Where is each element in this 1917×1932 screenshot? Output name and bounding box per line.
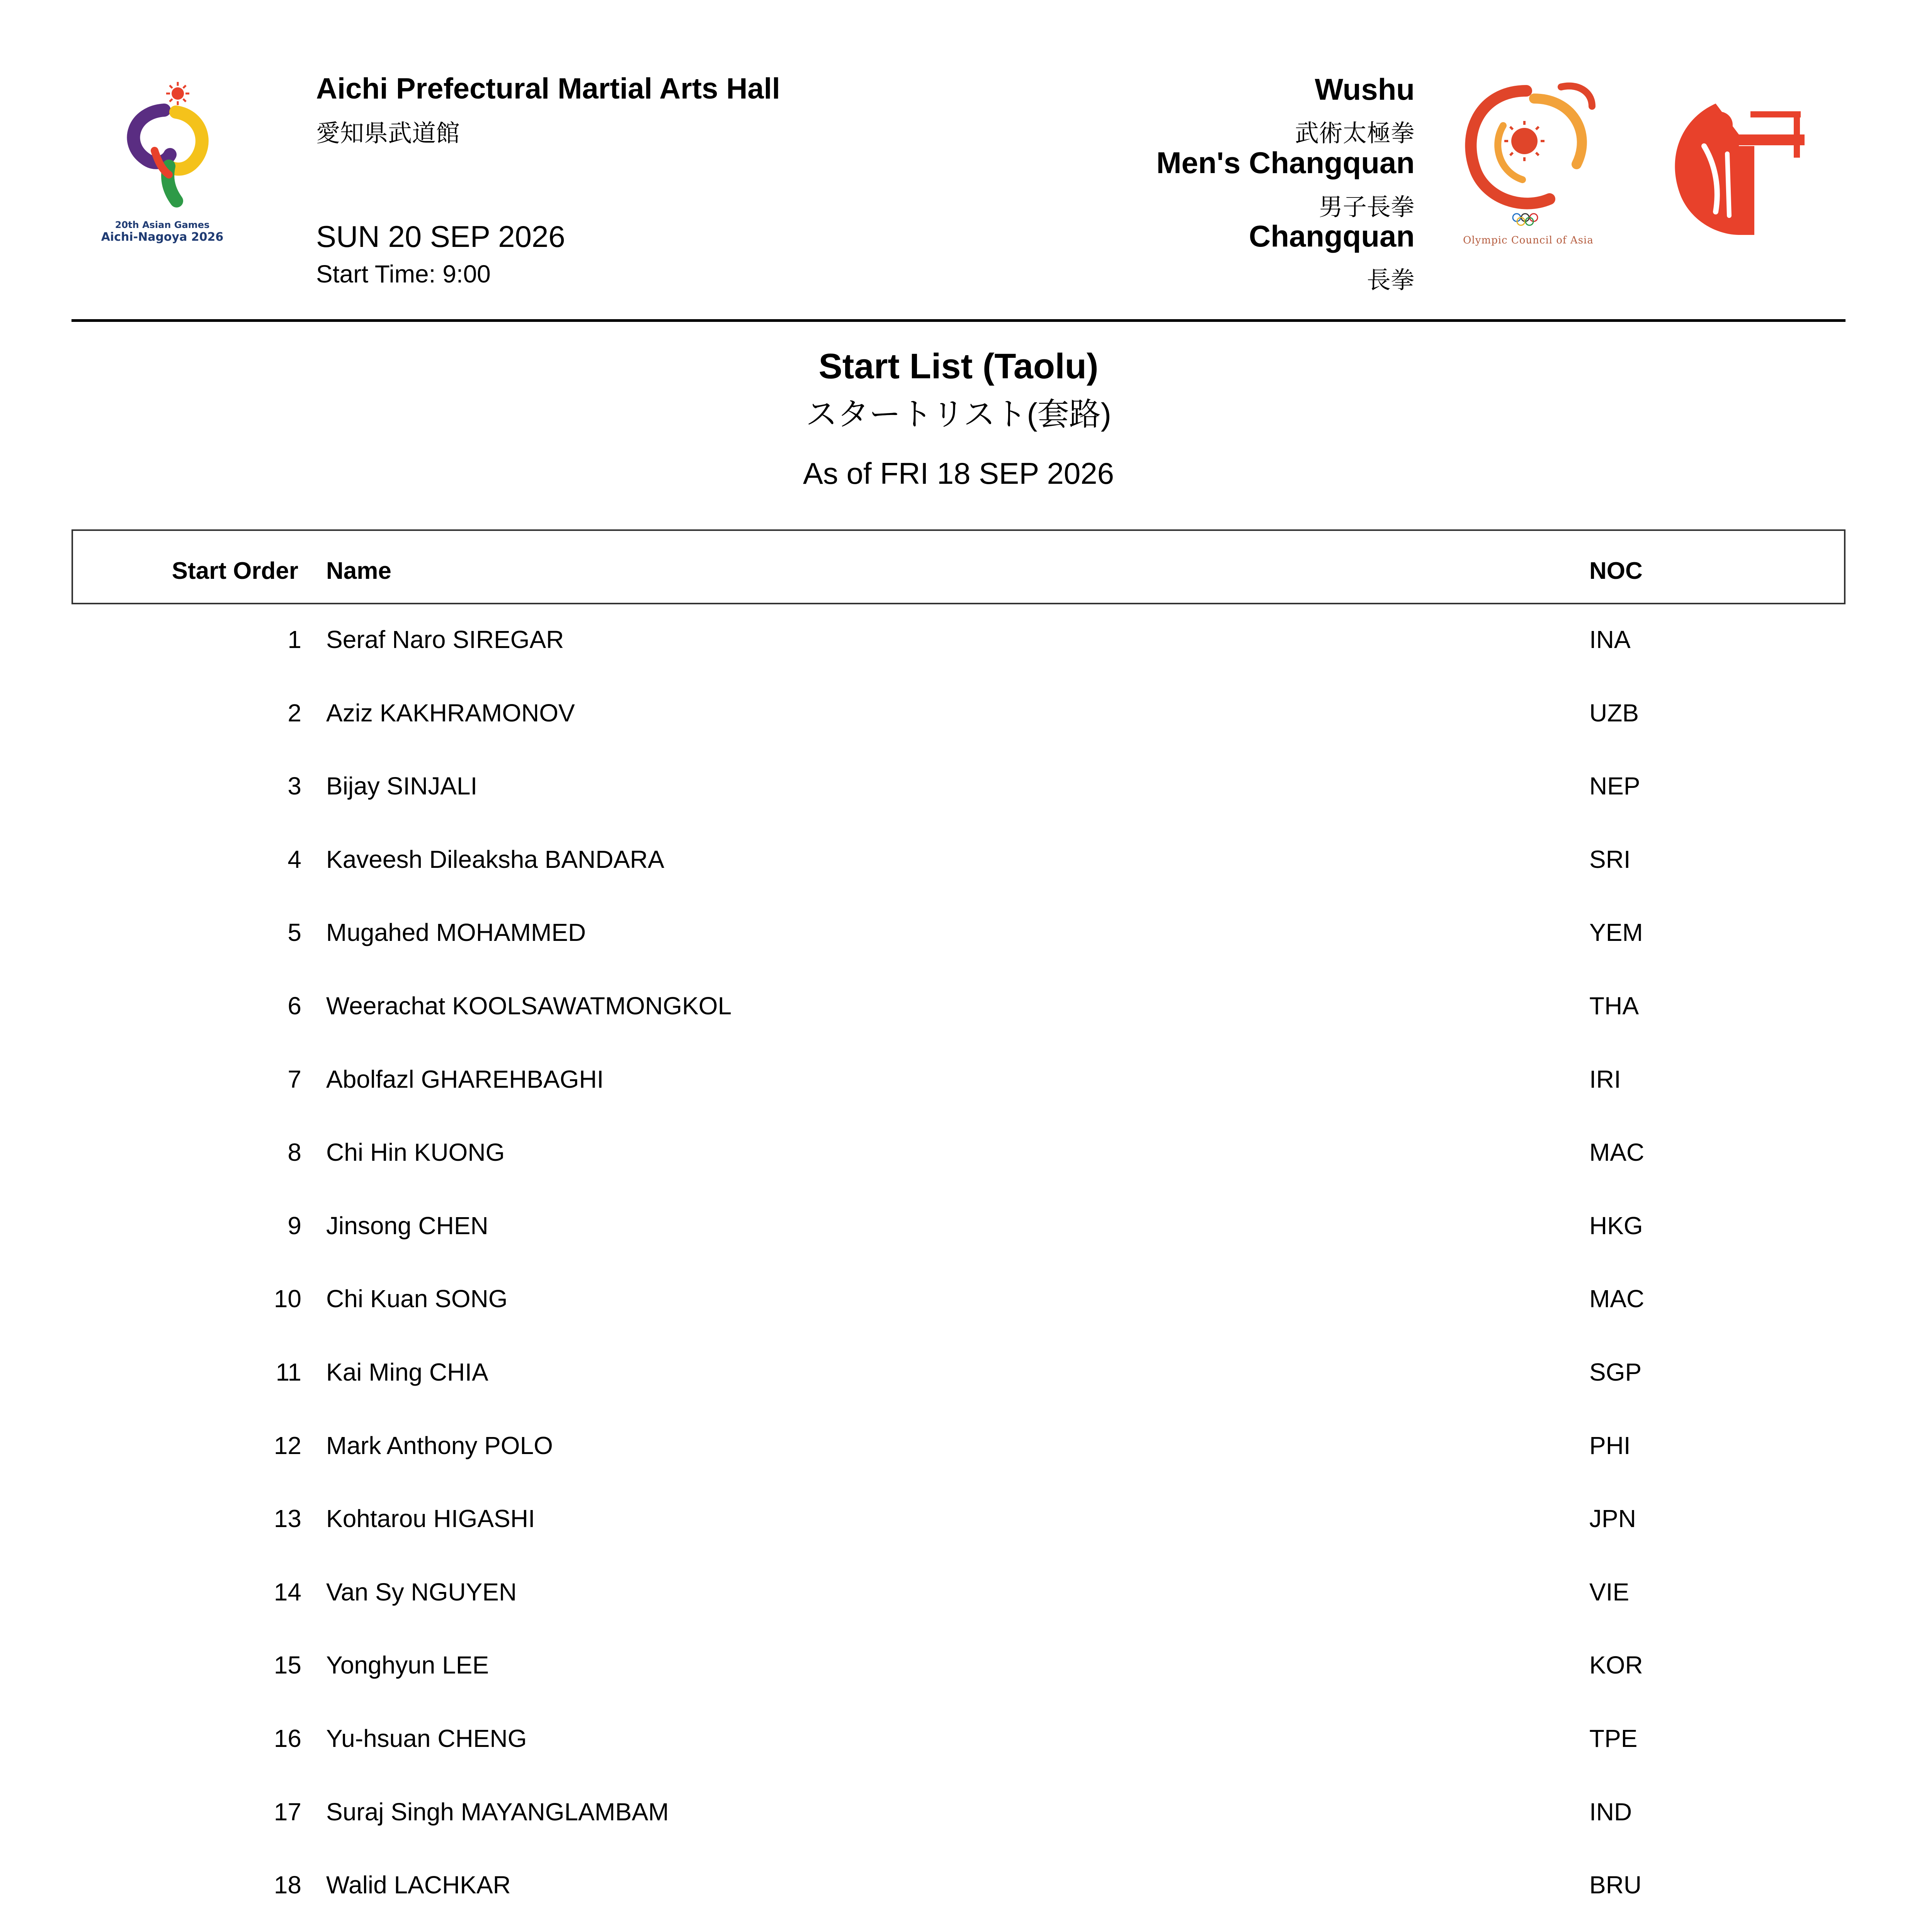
table-row <box>71 1263 1846 1336</box>
start-order-cell: 18 <box>274 1871 301 1899</box>
athlete-name-cell: Jinsong CHEN <box>326 1211 488 1240</box>
noc-cell: BRU <box>1589 1871 1642 1899</box>
athlete-name-cell: Van Sy NGUYEN <box>326 1578 517 1606</box>
start-order-cell: 15 <box>274 1651 301 1679</box>
start-order-cell: 7 <box>287 1065 301 1093</box>
table-row <box>71 1922 1846 1932</box>
table-row <box>71 1410 1846 1483</box>
athlete-name-cell: Yu-hsuan CHENG <box>326 1724 527 1752</box>
table-row <box>71 1483 1846 1556</box>
noc-cell: SRI <box>1589 845 1631 873</box>
start-order-cell: 10 <box>274 1285 301 1313</box>
table-row <box>71 1776 1846 1849</box>
start-order-cell: 4 <box>287 845 301 873</box>
noc-cell: VIE <box>1589 1578 1630 1606</box>
athlete-name-cell: Walid LACHKAR <box>326 1871 511 1899</box>
athlete-name-cell: Kai Ming CHIA <box>326 1358 488 1386</box>
table-row <box>71 1336 1846 1410</box>
start-order-cell: 16 <box>274 1724 301 1752</box>
noc-cell: YEM <box>1589 918 1643 947</box>
table-row <box>71 896 1846 970</box>
athlete-name-cell: Mark Anthony POLO <box>326 1431 553 1459</box>
table-row <box>71 1043 1846 1117</box>
asian-games-logo <box>87 73 238 255</box>
table-row <box>71 823 1846 897</box>
start-order-cell: 8 <box>287 1138 301 1167</box>
athlete-name-cell: Kaveesh Dileaksha BANDARA <box>326 845 665 873</box>
noc-cell: PHI <box>1589 1431 1631 1459</box>
noc-cell: IND <box>1589 1798 1632 1826</box>
start-time: Start Time: 9:00 <box>316 260 491 288</box>
games-logo-caption-1: 20th Asian Games <box>115 219 210 230</box>
event-name-jp: 男子長拳 <box>1318 194 1415 221</box>
start-order-cell: 5 <box>287 918 301 947</box>
noc-cell: KOR <box>1589 1651 1643 1679</box>
athlete-name-cell: Seraf Naro SIREGAR <box>326 626 564 653</box>
table-row <box>71 1190 1846 1263</box>
noc-cell: JPN <box>1589 1505 1636 1533</box>
start-order-cell: 1 <box>287 626 301 653</box>
header-start-order: Start Order <box>172 558 298 584</box>
document-title: Start List (Taolu) <box>818 347 1099 386</box>
sport-name: Wushu <box>1315 72 1415 106</box>
noc-cell: IRI <box>1589 1065 1621 1093</box>
athlete-name-cell: Chi Hin KUONG <box>326 1138 505 1167</box>
start-order-cell: 13 <box>274 1505 301 1533</box>
table-row <box>71 1556 1846 1629</box>
table-row <box>71 1629 1846 1702</box>
phase-name-jp: 長拳 <box>1366 267 1415 294</box>
start-order-cell: 9 <box>287 1211 301 1240</box>
table-row <box>71 1702 1846 1776</box>
header-noc: NOC <box>1589 558 1643 584</box>
athlete-name-cell: Kohtarou HIGASHI <box>326 1505 535 1533</box>
noc-cell: THA <box>1589 992 1639 1020</box>
table-row <box>71 970 1846 1043</box>
athlete-name-cell: Chi Kuan SONG <box>326 1285 508 1313</box>
start-order-cell: 6 <box>287 992 301 1020</box>
sport-name-jp: 武術太極拳 <box>1294 120 1415 147</box>
athlete-name-cell: Bijay SINJALI <box>326 772 478 800</box>
venue-name: Aichi Prefectural Martial Arts Hall <box>316 72 780 105</box>
oca-dragon-icon <box>1445 75 1611 230</box>
start-order-cell: 14 <box>274 1578 301 1606</box>
noc-cell: MAC <box>1589 1138 1645 1167</box>
start-order-cell: 11 <box>276 1358 301 1386</box>
event-name: Men's Changquan <box>1156 146 1415 180</box>
athlete-name-cell: Weerachat KOOLSAWATMONGKOL <box>326 992 732 1020</box>
start-order-cell: 17 <box>274 1798 301 1826</box>
start-order-cell: 3 <box>287 772 301 800</box>
athlete-name-cell: Aziz KAKHRAMONOV <box>326 699 575 727</box>
table-row <box>71 1116 1846 1190</box>
table-row <box>71 1849 1846 1922</box>
header-name: Name <box>326 558 391 584</box>
athlete-name-cell: Yonghyun LEE <box>326 1651 489 1679</box>
noc-cell: MAC <box>1589 1285 1645 1313</box>
start-list-table <box>71 604 1846 1932</box>
as-of-date: As of FRI 18 SEP 2026 <box>803 456 1114 490</box>
oca-caption: Olympic Council of Asia <box>1463 235 1594 246</box>
athlete-name-cell: Abolfazl GHAREHBAGHI <box>326 1065 604 1093</box>
start-order-cell: 2 <box>287 699 301 727</box>
noc-cell: HKG <box>1589 1211 1643 1240</box>
table-header <box>71 529 1846 604</box>
games-logo-caption-2: Aichi-Nagoya 2026 <box>101 230 224 244</box>
document-title-jp: スタートリスト(套路) <box>806 397 1111 432</box>
phase-name: Changquan <box>1249 219 1415 253</box>
noc-cell: UZB <box>1589 699 1639 727</box>
athlete-name-cell: Mugahed MOHAMMED <box>326 918 586 947</box>
noc-cell: TPE <box>1589 1724 1638 1752</box>
venue-name-jp: 愛知県武道館 <box>316 120 460 147</box>
table-row <box>71 750 1846 823</box>
athlete-name-cell: Suraj Singh MAYANGLAMBAM <box>326 1798 669 1826</box>
table-row <box>71 604 1846 677</box>
competition-date: SUN 20 SEP 2026 <box>316 219 565 253</box>
header-divider <box>71 319 1846 322</box>
table-row <box>71 677 1846 750</box>
noc-cell: SGP <box>1589 1358 1642 1386</box>
wushu-athlete-icon <box>1658 88 1812 243</box>
noc-cell: NEP <box>1589 772 1640 800</box>
wushu-pictogram <box>1658 88 1812 243</box>
noc-cell: INA <box>1589 626 1631 653</box>
asian-games-emblem-icon <box>87 73 238 213</box>
oca-logo <box>1445 75 1611 253</box>
start-order-cell: 12 <box>274 1431 301 1459</box>
